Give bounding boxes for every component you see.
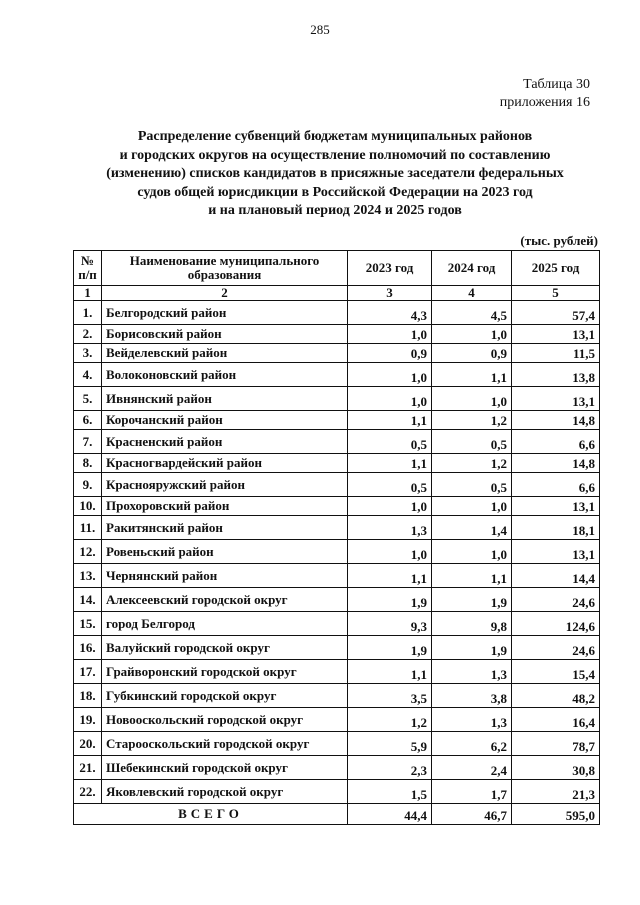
row-number: 11. [74, 516, 102, 540]
value-2023: 0,5 [348, 430, 432, 454]
district-name: Краснояружский район [102, 473, 348, 497]
table-body [74, 301, 600, 804]
total-label: ВСЕГО [74, 804, 348, 825]
value-2023: 1,9 [348, 636, 432, 660]
table-row [74, 756, 600, 780]
column-index: 2 [102, 286, 348, 301]
table-row [74, 411, 600, 430]
table-row [74, 684, 600, 708]
column-index: 1 [74, 286, 102, 301]
value-2024: 3,8 [432, 684, 512, 708]
table-reference-line2: приложения 16 [499, 95, 590, 110]
table-row [74, 564, 600, 588]
value-2023: 3,5 [348, 684, 432, 708]
value-2025: 57,4 [512, 301, 600, 325]
total-2025: 595,0 [512, 804, 600, 825]
district-name: Шебекинский городской округ [102, 756, 348, 780]
header-name: Наименование муниципального образования [102, 251, 348, 286]
district-name: Чернянский район [102, 564, 348, 588]
district-name: Красногвардейский район [102, 454, 348, 473]
value-2023: 1,0 [348, 387, 432, 411]
value-2025: 24,6 [512, 636, 600, 660]
row-number: 7. [74, 430, 102, 454]
row-number: 21. [74, 756, 102, 780]
row-number: 18. [74, 684, 102, 708]
value-2025: 14,4 [512, 564, 600, 588]
title-line: судов общей юрисдикции в Российской Федерации на 2023 год [137, 184, 533, 200]
document-title [70, 128, 600, 221]
row-number: 2. [74, 325, 102, 344]
value-2023: 4,3 [348, 301, 432, 325]
table-row [74, 454, 600, 473]
value-2023: 2,3 [348, 756, 432, 780]
row-number: 12. [74, 540, 102, 564]
district-name: Борисовский район [102, 325, 348, 344]
value-2023: 1,1 [348, 564, 432, 588]
value-2025: 78,7 [512, 732, 600, 756]
district-name: Губкинский городской округ [102, 684, 348, 708]
table-row [74, 588, 600, 612]
table-row [74, 780, 600, 804]
table-row [74, 612, 600, 636]
table-row [74, 325, 600, 344]
value-2025: 30,8 [512, 756, 600, 780]
value-2025: 13,1 [512, 325, 600, 344]
column-index: 5 [512, 286, 600, 301]
value-2024: 1,3 [432, 708, 512, 732]
value-2025: 21,3 [512, 780, 600, 804]
value-2025: 48,2 [512, 684, 600, 708]
value-2025: 13,1 [512, 540, 600, 564]
row-number: 3. [74, 344, 102, 363]
value-2023: 1,0 [348, 325, 432, 344]
district-name: Старооскольский городской округ [102, 732, 348, 756]
header-2023: 2023 год [348, 251, 432, 286]
units-label: (тыс. рублей) [520, 233, 598, 248]
value-2023: 1,2 [348, 708, 432, 732]
district-name: Ивнянский район [102, 387, 348, 411]
page-number: 285 [310, 22, 330, 37]
value-2023: 1,9 [348, 588, 432, 612]
value-2025: 13,8 [512, 363, 600, 387]
value-2023: 1,5 [348, 780, 432, 804]
district-name: Алексеевский городской округ [102, 588, 348, 612]
value-2024: 0,9 [432, 344, 512, 363]
table-row [74, 660, 600, 684]
table-reference-line1: Таблица 30 [523, 77, 590, 92]
row-number: 1. [74, 301, 102, 325]
value-2024: 2,4 [432, 756, 512, 780]
total-2024: 46,7 [432, 804, 512, 825]
title-line: (изменению) списков кандидатов в присяжные заседатели федеральных [106, 166, 564, 181]
value-2023: 1,3 [348, 516, 432, 540]
row-number: 4. [74, 363, 102, 387]
value-2024: 1,4 [432, 516, 512, 540]
district-name: Валуйский городской округ [102, 636, 348, 660]
value-2025: 13,1 [512, 497, 600, 516]
row-number: 22. [74, 780, 102, 804]
value-2023: 1,1 [348, 411, 432, 430]
header-2024: 2024 год [432, 251, 512, 286]
row-number: 9. [74, 473, 102, 497]
value-2023: 1,0 [348, 540, 432, 564]
column-index: 3 [348, 286, 432, 301]
table-row [74, 344, 600, 363]
district-name: Грайворонский городской округ [102, 660, 348, 684]
value-2024: 0,5 [432, 430, 512, 454]
district-name: Красненский район [102, 430, 348, 454]
value-2024: 1,0 [432, 325, 512, 344]
value-2023: 9,3 [348, 612, 432, 636]
value-2024: 1,2 [432, 454, 512, 473]
column-index: 4 [432, 286, 512, 301]
table-row [74, 516, 600, 540]
value-2023: 0,9 [348, 344, 432, 363]
value-2024: 6,2 [432, 732, 512, 756]
value-2025: 14,8 [512, 454, 600, 473]
value-2024: 1,7 [432, 780, 512, 804]
header-2025: 2025 год [512, 251, 600, 286]
row-number: 15. [74, 612, 102, 636]
row-number: 16. [74, 636, 102, 660]
row-number: 6. [74, 411, 102, 430]
district-name: Волоконовский район [102, 363, 348, 387]
table-row [74, 363, 600, 387]
value-2023: 0,5 [348, 473, 432, 497]
row-number: 14. [74, 588, 102, 612]
value-2025: 16,4 [512, 708, 600, 732]
total-row [74, 804, 600, 825]
table-row [74, 430, 600, 454]
value-2025: 11,5 [512, 344, 600, 363]
row-number: 17. [74, 660, 102, 684]
title-line: и городских округов на осуществление полномочий по составлению [119, 147, 551, 163]
value-2023: 1,0 [348, 363, 432, 387]
column-index-row [74, 286, 600, 301]
table-header-row [74, 251, 600, 286]
header-num: № п/п [74, 251, 102, 286]
district-name: Корочанский район [102, 411, 348, 430]
table-row [74, 732, 600, 756]
value-2025: 24,6 [512, 588, 600, 612]
table-row [74, 473, 600, 497]
value-2024: 1,1 [432, 363, 512, 387]
value-2024: 1,9 [432, 588, 512, 612]
title-line: Распределение субвенций бюджетам муниципальных районов [137, 129, 533, 144]
total-2023: 44,4 [348, 804, 432, 825]
district-name: Яковлевский городской округ [102, 780, 348, 804]
value-2023: 1,0 [348, 497, 432, 516]
district-name: Белгородский район [102, 301, 348, 325]
row-number: 20. [74, 732, 102, 756]
value-2023: 5,9 [348, 732, 432, 756]
value-2024: 1,0 [432, 540, 512, 564]
table-row [74, 636, 600, 660]
table-row [74, 540, 600, 564]
value-2024: 1,0 [432, 497, 512, 516]
value-2024: 4,5 [432, 301, 512, 325]
district-name: город Белгород [102, 612, 348, 636]
row-number: 8. [74, 454, 102, 473]
table-row [74, 387, 600, 411]
value-2024: 1,1 [432, 564, 512, 588]
table-row [74, 708, 600, 732]
value-2023: 1,1 [348, 660, 432, 684]
value-2025: 15,4 [512, 660, 600, 684]
district-name: Прохоровский район [102, 497, 348, 516]
row-number: 19. [74, 708, 102, 732]
district-name: Ровеньский район [102, 540, 348, 564]
value-2023: 1,1 [348, 454, 432, 473]
value-2024: 1,9 [432, 636, 512, 660]
title-line: и на плановый период 2024 и 2025 годов [208, 203, 462, 218]
value-2025: 18,1 [512, 516, 600, 540]
value-2025: 6,6 [512, 473, 600, 497]
value-2024: 1,2 [432, 411, 512, 430]
value-2024: 1,3 [432, 660, 512, 684]
subventions-table [73, 250, 600, 825]
value-2025: 124,6 [512, 612, 600, 636]
value-2025: 13,1 [512, 387, 600, 411]
row-number: 5. [74, 387, 102, 411]
value-2024: 0,5 [432, 473, 512, 497]
value-2024: 9,8 [432, 612, 512, 636]
row-number: 10. [74, 497, 102, 516]
table-reference [500, 76, 590, 112]
table-row [74, 497, 600, 516]
district-name: Ракитянский район [102, 516, 348, 540]
district-name: Вейделевский район [102, 344, 348, 363]
value-2025: 14,8 [512, 411, 600, 430]
district-name: Новооскольский городской округ [102, 708, 348, 732]
row-number: 13. [74, 564, 102, 588]
value-2024: 1,0 [432, 387, 512, 411]
table-row [74, 301, 600, 325]
value-2025: 6,6 [512, 430, 600, 454]
